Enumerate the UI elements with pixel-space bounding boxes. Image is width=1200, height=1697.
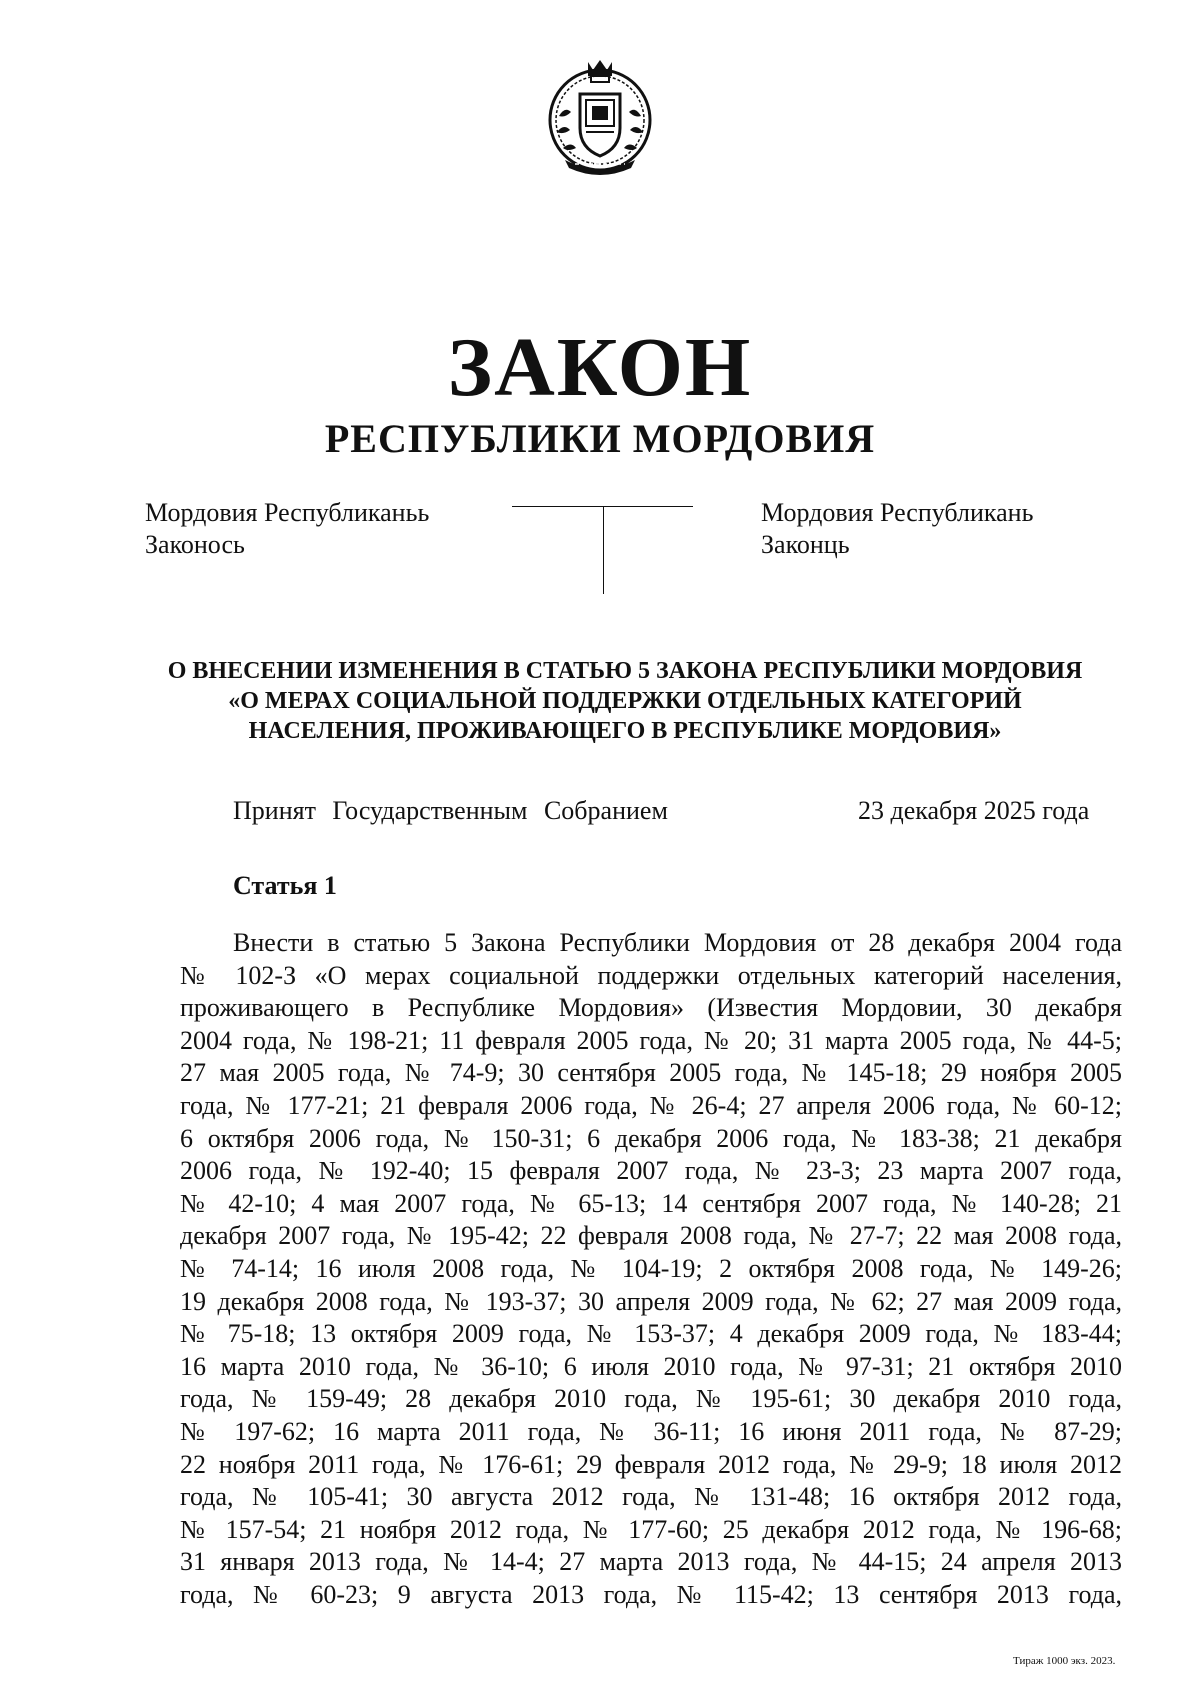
article-line: 2006 года, № 192-40; 15 февраля 2007 года, № 23-3; 23 марта 2007 года, bbox=[180, 1156, 1122, 1186]
article-line: 16 марта 2010 года, № 36-10; 6 июля 2010 года, № 97-31; 21 октября 2010 bbox=[180, 1351, 1122, 1381]
coat-of-arms-emblem-icon bbox=[541, 56, 659, 178]
print-run-note: Тираж 1000 экз. 2023. bbox=[1013, 1655, 1116, 1667]
article-line: № 102-З «О мерах социальной поддержки отдельных категорий населения, bbox=[180, 960, 1122, 990]
moksha-title-line: Мордовия Республиканьь bbox=[145, 498, 430, 527]
document-heading-line: НАСЕЛЕНИЯ, ПРОЖИВАЮЩЕГО В РЕСПУБЛИКЕ МОРДОВИЯ» bbox=[248, 718, 1002, 744]
article-line: 19 декабря 2008 года, № 193-37; 30 апреля 2009 года, № 62; 27 мая 2009 года, bbox=[180, 1286, 1122, 1316]
article-line: года, № 159-49; 28 декабря 2010 года, № 195-61; 30 декабря 2010 года, bbox=[180, 1384, 1122, 1414]
adopted-by: Принят Государственным Собранием bbox=[233, 796, 668, 825]
article-line: Внести в статью 5 Закона Республики Мордовия от 28 декабря 2004 года bbox=[233, 928, 1122, 957]
article-line: 27 мая 2005 года, № 74-9; 30 сентября 2005 года, № 145-18; 29 ноября 2005 bbox=[180, 1058, 1122, 1088]
adopted-date: 23 декабря 2025 года bbox=[858, 796, 1090, 825]
article-line: 2004 года, № 198-21; 11 февраля 2005 года, № 20; 31 марта 2005 года, № 44-5; bbox=[180, 1025, 1122, 1055]
article-line: 6 октября 2006 года, № 150-31; 6 декабря 2006 года, № 183-38; 21 декабря bbox=[180, 1123, 1122, 1153]
article-line: декабря 2007 года, № 195-42; 22 февраля 2008 года, № 27-7; 22 мая 2008 года, bbox=[180, 1221, 1122, 1251]
erzya-title-line: Законць bbox=[761, 530, 850, 559]
article-line: 22 ноября 2011 года, № 176-61; 29 февраля 2012 года, № 29-9; 18 июля 2012 bbox=[180, 1449, 1122, 1479]
article-line: № 42-10; 4 мая 2007 года, № 65-13; 14 сентября 2007 года, № 140-28; 21 bbox=[180, 1188, 1122, 1218]
article-line: 31 января 2013 года, № 14-4; 27 марта 2013 года, № 44-15; 24 апреля 2013 bbox=[180, 1547, 1122, 1577]
article-line: года, № 105-41; 30 августа 2012 года, № 131-48; 16 октября 2012 года, bbox=[180, 1482, 1122, 1512]
erzya-title-line: Мордовия Республикань bbox=[761, 498, 1034, 527]
moksha-title-block bbox=[145, 497, 485, 561]
document-heading-line: О ВНЕСЕНИИ ИЗМЕНЕНИЯ В СТАТЬЮ 5 ЗАКОНА РЕСПУБЛИКИ МОРДОВИЯ bbox=[167, 658, 1083, 684]
article-body bbox=[180, 927, 1122, 1611]
document-heading bbox=[150, 656, 1100, 746]
article-line: года, № 60-23; 9 августа 2013 года, № 115-42; 13 сентября 2013 года, bbox=[180, 1579, 1122, 1609]
article-line: № 75-18; 13 октября 2009 года, № 153-37; 4 декабря 2009 года, № 183-44; bbox=[180, 1319, 1122, 1349]
document-heading-line: «О МЕРАХ СОЦИАЛЬНОЙ ПОДДЕРЖКИ ОТДЕЛЬНЫХ КАТЕГОРИЙ bbox=[228, 688, 1022, 714]
law-title: ЗАКОН bbox=[447, 321, 753, 414]
law-subtitle: РЕСПУБЛИКИ МОРДОВИЯ bbox=[324, 416, 876, 461]
header-divider-vertical bbox=[603, 506, 604, 594]
article-line: № 74-14; 16 июля 2008 года, № 104-19; 2 октября 2008 года, № 149-26; bbox=[180, 1253, 1122, 1283]
article-heading: Статья 1 bbox=[233, 871, 337, 900]
moksha-title-line: Законось bbox=[145, 530, 245, 559]
article-line: № 197-62; 16 марта 2011 года, № 36-11; 16 июня 2011 года, № 87-29; bbox=[180, 1416, 1122, 1446]
article-line: проживающего в Республике Мордовия» (Известия Мордовии, 30 декабря bbox=[180, 993, 1122, 1023]
erzya-title-block bbox=[761, 497, 1101, 561]
article-line: года, № 177-21; 21 февраля 2006 года, № 26-4; 27 апреля 2006 года, № 60-12; bbox=[180, 1090, 1122, 1120]
article-line: № 157-54; 21 ноября 2012 года, № 177-60; 25 декабря 2012 года, № 196-68; bbox=[180, 1514, 1122, 1544]
